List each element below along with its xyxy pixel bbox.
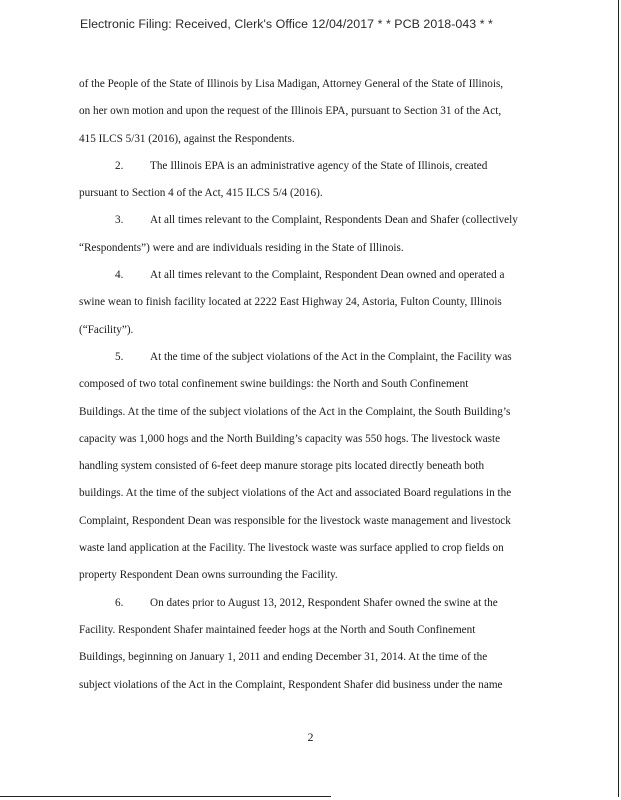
body-line — [79, 508, 555, 535]
body-line — [79, 317, 555, 344]
page-edge-bottom — [0, 796, 331, 797]
paragraph-5-start — [79, 344, 555, 371]
paragraph-number: 4. — [115, 269, 124, 282]
paragraph-number: 6. — [115, 596, 124, 609]
document-body — [79, 71, 555, 699]
line-text: pursuant to Section 4 of the Act, 415 ILCS 5/4 (2016). — [79, 187, 323, 200]
line-text: waste land application at the Facility. The livestock waste was surface applied to crop fields on — [79, 542, 504, 555]
filing-stamp-header: Electronic Filing: Received, Clerk's Office 12/04/2017 * * PCB 2018-043 * * — [80, 17, 493, 31]
line-text: Buildings, beginning on January 1, 2011 and ending December 31, 2014. At the time of the — [79, 651, 488, 664]
line-text: 415 ILCS 5/31 (2016), against the Respondents. — [79, 132, 295, 145]
line-text: buildings. At the time of the subject violations of the Act and associated Board regulations in the — [79, 487, 512, 500]
line-text: The Illinois EPA is an administrative agency of the State of Illinois, created — [150, 159, 488, 172]
paragraph-4-start — [79, 262, 555, 289]
line-text: At all times relevant to the Complaint, Respondent Dean owned and operated a — [150, 269, 505, 282]
paragraph-6-start — [79, 590, 555, 617]
body-line — [79, 535, 555, 562]
line-text: Complaint, Respondent Dean was responsible for the livestock waste management and livestock — [79, 514, 511, 527]
body-line — [79, 562, 555, 589]
body-line — [79, 126, 555, 153]
paragraph-number: 3. — [115, 214, 124, 227]
body-line — [79, 644, 555, 671]
line-text: At the time of the subject violations of the Act in the Complaint, the Facility was — [150, 350, 512, 363]
body-line — [79, 180, 555, 207]
body-line — [79, 289, 555, 316]
line-text: handling system consisted of 6-feet deep manure storage pits located directly beneath both — [79, 460, 485, 473]
body-line — [79, 98, 555, 125]
body-line — [79, 617, 555, 644]
line-text: capacity was 1,000 hogs and the North Building’s capacity was 550 hogs. The livestock waste — [79, 432, 501, 445]
paragraph-number: 5. — [115, 350, 124, 363]
line-text: subject violations of the Act in the Complaint, Respondent Shafer did business under the name — [79, 678, 503, 691]
page-number: 2 — [307, 730, 314, 744]
paragraph-2-start — [79, 153, 555, 180]
line-text: At all times relevant to the Complaint, Respondents Dean and Shafer (collectively — [150, 214, 518, 227]
line-text: swine wean to finish facility located at 2222 East Highway 24, Astoria, Fulton County, Illinois — [79, 296, 502, 309]
line-text: On dates prior to August 13, 2012, Respondent Shafer owned the swine at the — [150, 596, 498, 609]
paragraph-3-start — [79, 207, 555, 234]
body-line — [79, 453, 555, 480]
body-line — [79, 480, 555, 507]
line-text: of the People of the State of Illinois by Lisa Madigan, Attorney General of the State of Illinois, — [79, 78, 504, 90]
line-text: “Respondents”) were and are individuals residing in the State of Illinois. — [79, 241, 404, 254]
body-line — [79, 71, 555, 98]
line-text: Facility. Respondent Shafer maintained feeder hogs at the North and South Confinement — [79, 623, 476, 636]
line-text: composed of two total confinement swine buildings: the North and South Confinement — [79, 378, 469, 391]
body-line — [79, 371, 555, 398]
line-text: Buildings. At the time of the subject violations of the Act in the Complaint, the South Building’s — [79, 405, 511, 418]
line-text: (“Facility”). — [79, 323, 134, 336]
body-line — [79, 235, 555, 262]
line-text: on her own motion and upon the request of the Illinois EPA, pursuant to Section 31 of the Act, — [79, 105, 502, 118]
body-line — [79, 399, 555, 426]
body-line — [79, 672, 555, 699]
paragraph-number: 2. — [115, 159, 124, 172]
line-text: property Respondent Dean owns surrounding the Facility. — [79, 569, 338, 582]
page-edge-right — [618, 0, 619, 797]
body-line — [79, 426, 555, 453]
